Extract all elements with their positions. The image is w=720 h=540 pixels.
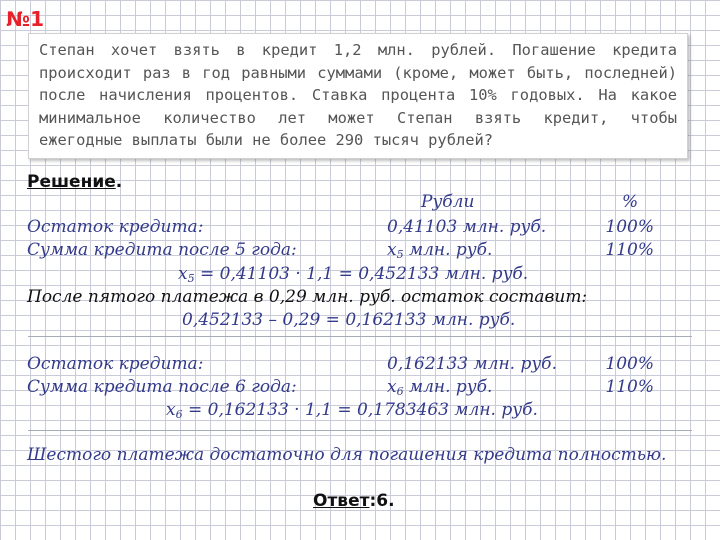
remain-label-2: Остаток кредита: — [27, 354, 204, 374]
remain-value-2: 0,162133 млн. руб. — [387, 354, 557, 374]
note-1: После пятого платежа в 0,29 млн. руб. остаток составит: — [27, 287, 588, 307]
after-label-2: Сумма кредита после 6 года: — [27, 377, 297, 397]
solution-title-dot: . — [115, 172, 123, 192]
separator-1 — [28, 336, 692, 337]
calc-expr-1: = 0,41103 · 1,1 = 0,452133 млн. руб. — [194, 264, 529, 284]
calc-var-2: x — [166, 400, 176, 420]
remain-value-1: 0,41103 млн. руб. — [387, 217, 547, 237]
answer-value: :6. — [369, 491, 395, 511]
calc-var-1: x — [178, 264, 188, 284]
calc-2 — [166, 400, 538, 425]
column-header-percent: % — [622, 192, 639, 212]
task-box — [28, 33, 688, 159]
after-percent-1: 110% — [605, 240, 654, 260]
after-var-1: x — [387, 240, 397, 260]
calc-sub-2: 6 — [175, 408, 183, 421]
solution-title-text: Решение — [27, 172, 116, 192]
answer-label: Ответ — [313, 491, 370, 511]
solution-title — [27, 172, 122, 192]
after-value-1 — [387, 240, 492, 265]
after-var-2: x — [387, 377, 397, 397]
separator-2 — [28, 430, 692, 431]
note-calc-1: 0,452133 – 0,29 = 0,162133 млн. руб. — [182, 310, 516, 330]
after-percent-2: 110% — [605, 377, 654, 397]
slide-number: №1 — [6, 7, 44, 31]
after-unit-2: млн. руб. — [403, 377, 493, 397]
after-var-sub-2: 6 — [396, 385, 404, 398]
remain-percent-1: 100% — [605, 217, 654, 237]
calc-1 — [178, 264, 528, 289]
calc-expr-2: = 0,162133 · 1,1 = 0,1783463 млн. руб. — [182, 400, 538, 420]
after-var-sub-1: 5 — [396, 248, 404, 261]
after-unit-1: млн. руб. — [403, 240, 493, 260]
remain-percent-2: 100% — [605, 354, 654, 374]
after-value-2 — [387, 377, 492, 402]
task-text: Степан хочет взять в кредит 1,2 млн. рублей. Погашение кредита происходит раз в год равными суммами (кроме, может быть, последней) после начисления процентов. Ставка процента 10% годовых. На какое минимальное количество лет может Степан взять кредит, чтобы ежегодные выплаты были не более 290 тысяч рублей? — [39, 41, 677, 149]
answer — [313, 491, 395, 511]
after-label-1: Сумма кредита после 5 года: — [27, 240, 297, 260]
calc-sub-1: 5 — [187, 272, 195, 285]
conclusion: Шестого платежа достаточно для погашения кредита полностью. — [27, 445, 667, 465]
column-header-rubles: Рубли — [421, 192, 475, 212]
remain-label-1: Остаток кредита: — [27, 217, 204, 237]
